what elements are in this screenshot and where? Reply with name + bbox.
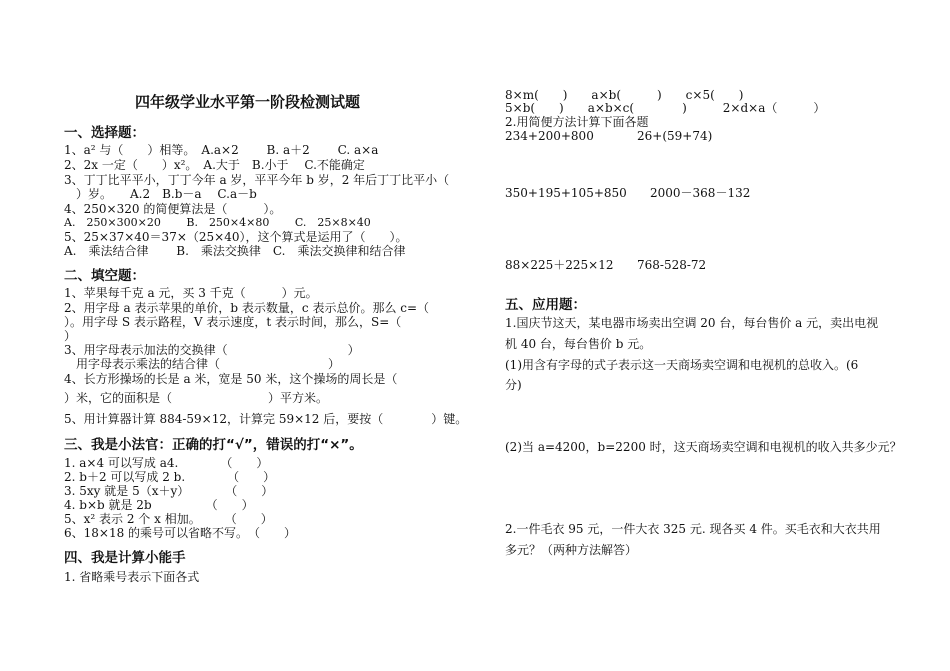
problem-line: 2.一件毛衣 95 元，一件大衣 325 元. 现各买 4 件。买毛衣和大衣共用 xyxy=(505,522,881,536)
question-line: ）岁。 A.2 B.b－a C.a－b xyxy=(64,187,257,201)
calc-row: 5×b( ) a×b×c( ) 2×d×a（ ） xyxy=(505,101,826,115)
question-line: A. 250×300×20 B. 250×4×80 C. 25×8×40 xyxy=(64,216,371,229)
question-line: 3. 5xy 就是 5（x＋y） （ ） xyxy=(64,484,274,498)
question-line: 1、a² 与（ ）相等。 A.a×2 B. a＋2 C. a×a xyxy=(64,143,379,157)
problem-line: 多元？（两种方法解答） xyxy=(505,543,638,557)
section-5-heading: 五、应用题： xyxy=(505,297,586,313)
calc-item: 234+200+800 xyxy=(505,129,594,143)
problem-line: 机 40 台，每台售价 b 元。 xyxy=(505,337,652,351)
section-1-heading: 一、选择题： xyxy=(64,125,145,141)
question-line: 2、用字母 a 表示苹果的单价，b 表示数量，c 表示总价。那么 c=（ xyxy=(64,301,430,315)
section-3-heading: 三、我是小法官：正确的打“√”，错误的打“×”。 xyxy=(64,437,363,453)
calc-row: 8×m( ) a×b( ) c×5( ) xyxy=(505,88,744,102)
calc-item: 768-528-72 xyxy=(637,258,707,272)
problem-line: 分) xyxy=(505,378,522,392)
calc-item: 88×225＋225×12 xyxy=(505,258,614,272)
question-line: 4. b×b 就是 2b （ ） xyxy=(64,498,254,512)
problem-line: (2)当 a=4200，b=2200 时，这天商场卖空调和电视机的收入共多少元？ xyxy=(505,440,902,454)
page-title: 四年级学业水平第一阶段检测试题 xyxy=(135,93,361,111)
section-2-heading: 二、填空题： xyxy=(64,268,145,284)
question-line: 5、x² 表示 2 个 x 相加。 （ ） xyxy=(64,512,273,526)
problem-line: 1.国庆节这天，某电器市场卖出空调 20 台，每台售价 a 元，卖出电视 xyxy=(505,316,879,330)
question-line: 4、250×320 的简便算法是（ ）。 xyxy=(64,202,282,216)
question-line: 3、用字母表示加法的交换律（ ） xyxy=(64,343,360,357)
question-line: ） xyxy=(64,329,77,343)
question-line: 2、2x 一定（ ）x²。 A.大于 B.小于 C.不能确定 xyxy=(64,158,365,172)
problem-line: (1)用含有字母的式子表示这一天商场卖空调和电视机的总收入。(6 xyxy=(505,358,859,372)
question-line: 2. b＋2 可以写成 2 b. （ ） xyxy=(64,470,276,484)
question-line: ）。用字母 S 表示路程，V 表示速度，t 表示时间，那么，S=（ xyxy=(64,315,402,329)
question-line: 5、25×37×40＝37×（25×40），这个算式是运用了（ ）。 xyxy=(64,230,408,244)
question-line: 6、18×18 的乘号可以省略不写。 （ ） xyxy=(64,526,297,540)
question-line: 5、用计算器计算 884-59×12，计算完 59×12 后，要按（ ）键。 xyxy=(64,412,468,426)
question-line: 用字母表示乘法的结合律（ ） xyxy=(64,357,341,371)
question-line: ）米，它的面积是（ ）平方米。 xyxy=(64,391,329,405)
question-line: A. 乘法结合律 B. 乘法交换律 C. 乘法交换律和结合律 xyxy=(64,244,406,258)
question-line: 3、丁丁比平平小，丁丁今年 a 岁，平平今年 b 岁，2 年后丁丁比平小（ xyxy=(64,173,450,187)
question-line: 4、长方形操场的长是 a 米，宽是 50 米，这个操场的周长是（ xyxy=(64,372,398,386)
section-4-heading: 四、我是计算小能手 xyxy=(64,550,186,566)
calc-subheading: 2.用简便方法计算下面各题 xyxy=(505,115,649,129)
question-line: 1、苹果每千克 a 元，买 3 千克（ ）元。 xyxy=(64,286,318,300)
calc-item: 26+(59+74) xyxy=(637,129,713,143)
question-line: 1. a×4 可以写成 a4. （ ） xyxy=(64,456,269,470)
calc-item: 2000－368－132 xyxy=(650,186,751,200)
question-line: 1. 省略乘号表示下面各式 xyxy=(64,570,200,584)
calc-item: 350+195+105+850 xyxy=(505,186,627,200)
